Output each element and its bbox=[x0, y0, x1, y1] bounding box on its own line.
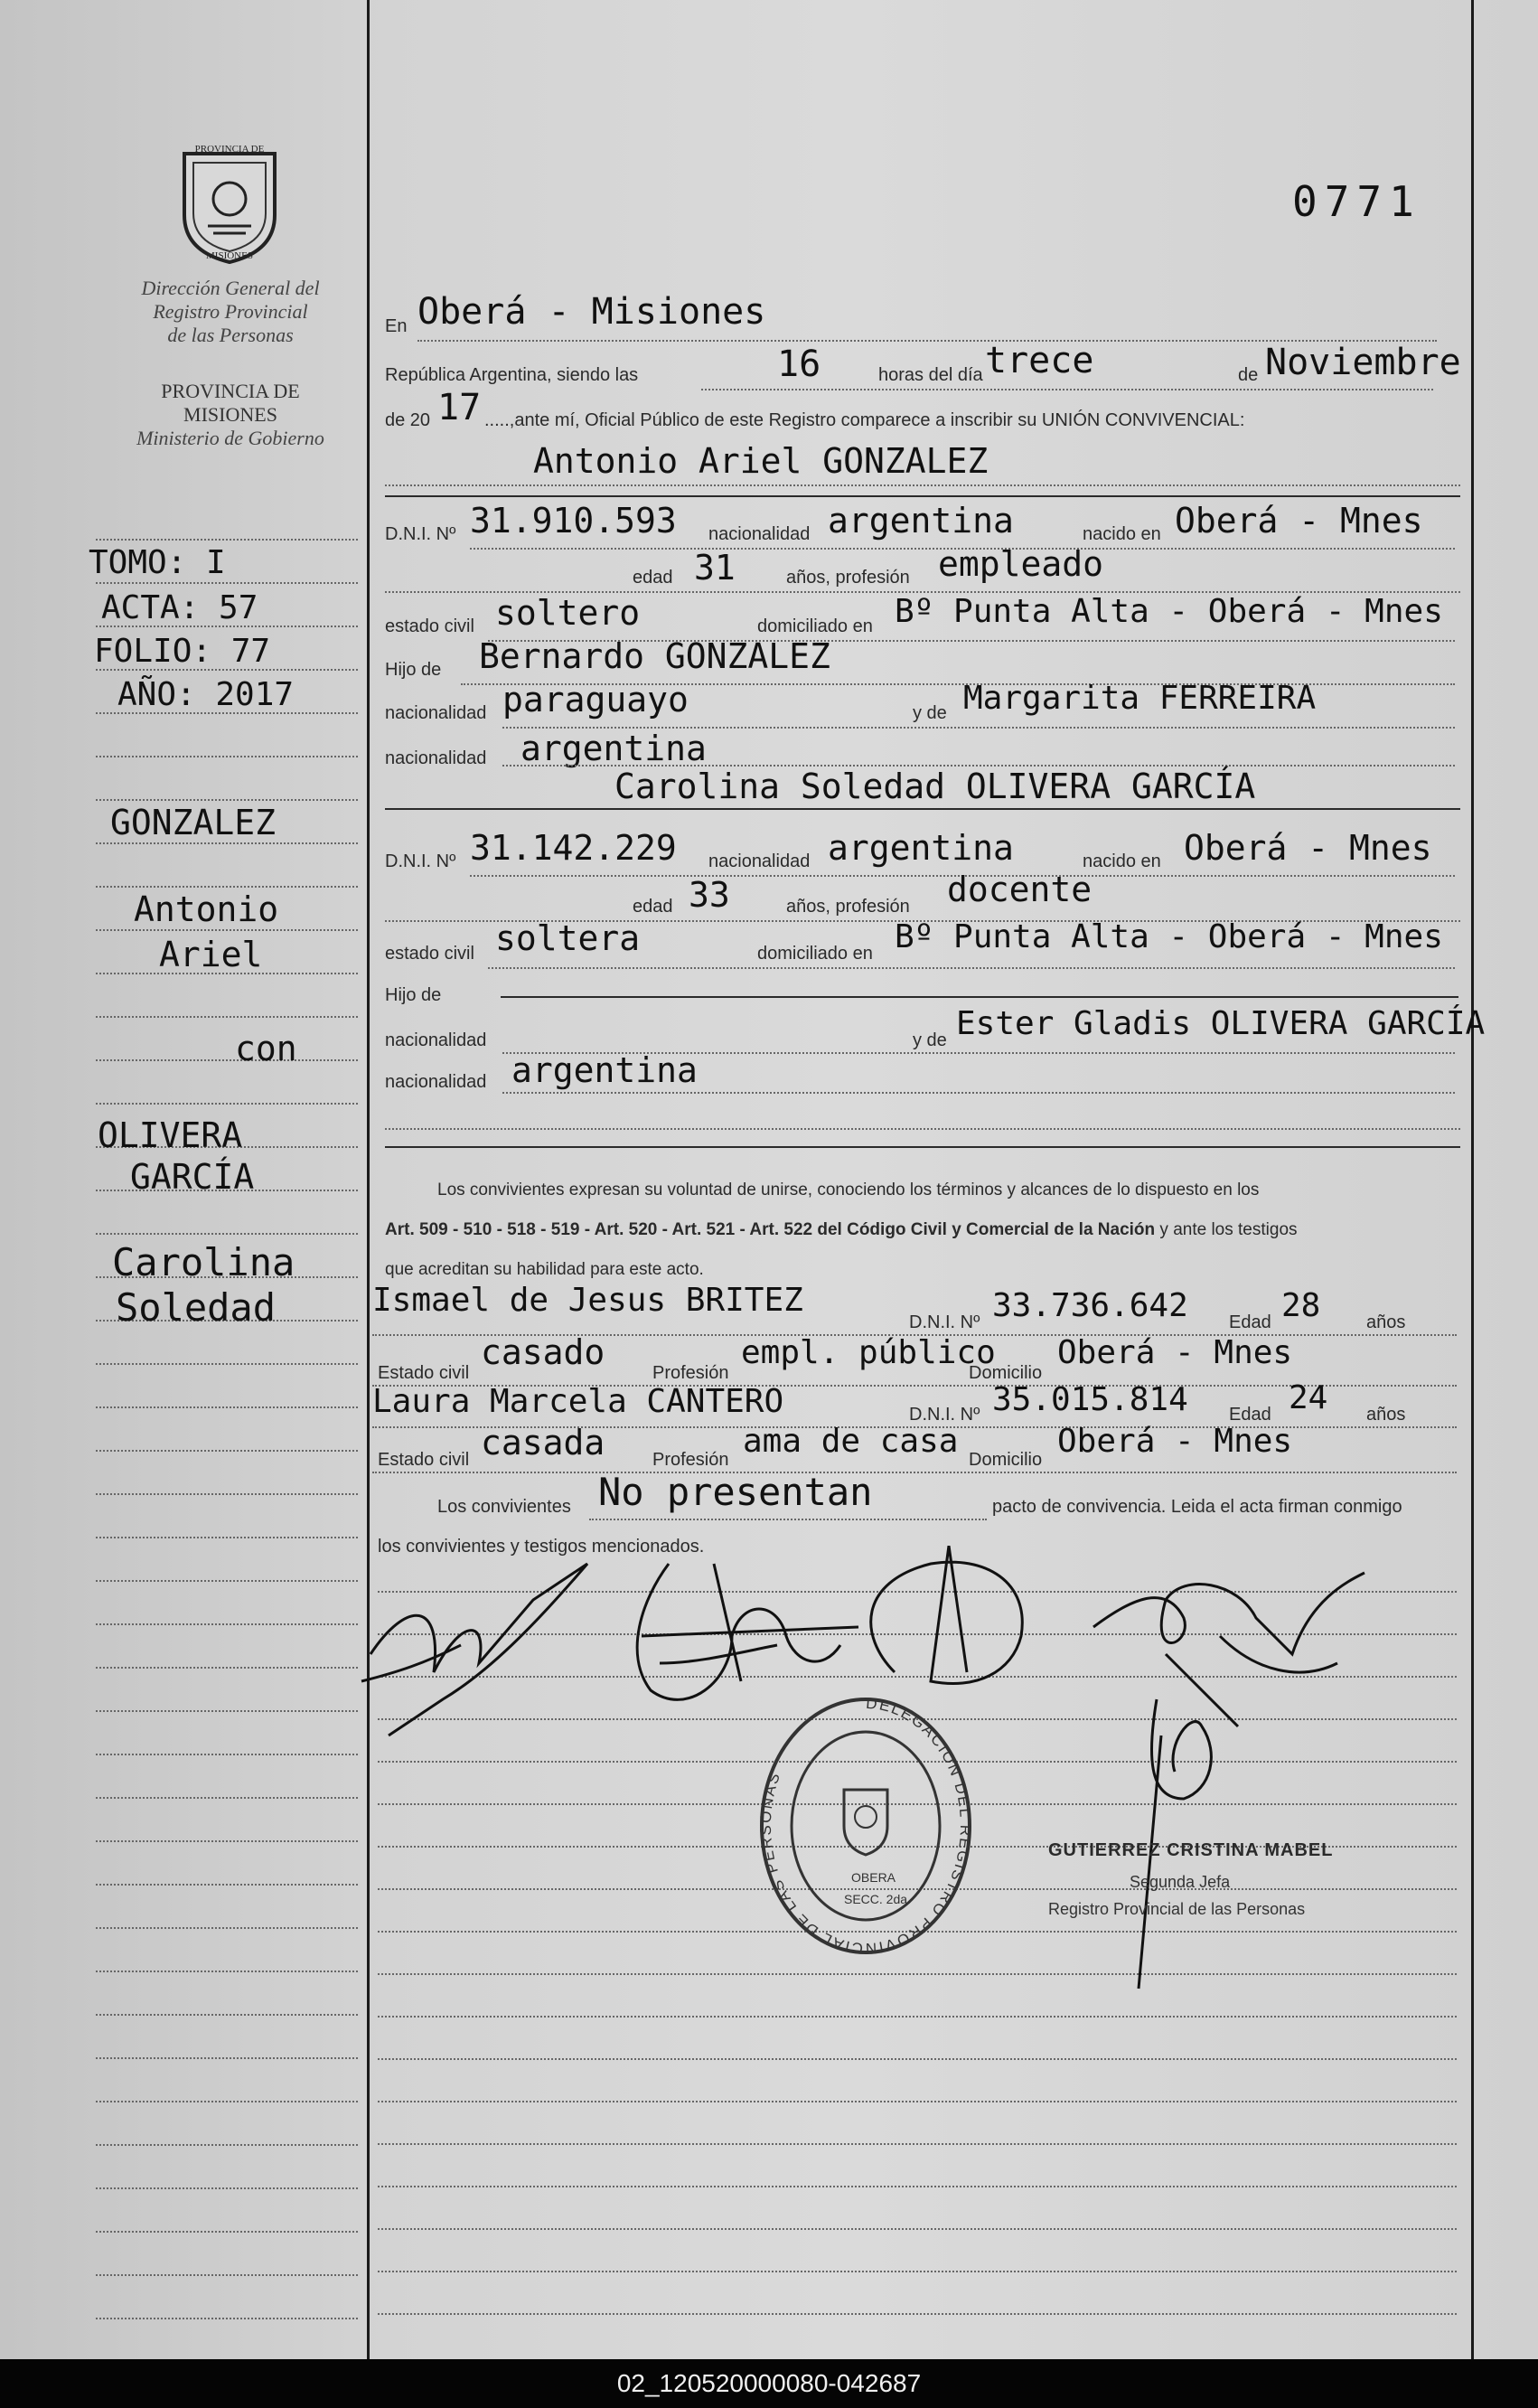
sidebar-rule bbox=[96, 1493, 358, 1495]
label-domiciliado: domiciliado en bbox=[757, 616, 873, 636]
value-p1-dni: 31.910.593 bbox=[470, 501, 677, 541]
value-p2-nacido: Oberá - Mnes bbox=[1184, 828, 1432, 868]
legal-text-1: Los convivientes expresan su voluntad de unirse, conociendo los términos y alcances de lo dispuesto en los bbox=[437, 1180, 1260, 1199]
signature-3 bbox=[871, 1546, 1023, 1684]
label-edad-w: Edad bbox=[1229, 1312, 1271, 1332]
label-anos-w: años bbox=[1366, 1405, 1406, 1425]
value-dia: trece bbox=[985, 340, 1094, 381]
legal-articles: Art. 509 - 510 - 518 - 519 - Art. 520 - Art. 521 - Art. 522 del Código Civil y Comercial de la Nación bbox=[385, 1220, 1156, 1239]
sidebar-rule bbox=[96, 1059, 358, 1061]
sidebar-rule bbox=[96, 2057, 358, 2059]
svg-text:DELEGACION DEL REGISTRO PROVIN bbox=[757, 1695, 974, 1957]
sidebar-rule bbox=[96, 539, 358, 541]
rule bbox=[589, 1519, 987, 1520]
org-line3: de las Personas bbox=[167, 324, 294, 346]
index-given-1a: Antonio bbox=[134, 889, 279, 929]
value-p1-edad: 31 bbox=[694, 548, 736, 588]
ministry: Ministerio de Gobierno bbox=[136, 427, 324, 449]
signature-4 bbox=[1093, 1573, 1365, 1726]
label-domiciliado: domiciliado en bbox=[757, 944, 873, 964]
value-hora: 16 bbox=[777, 343, 821, 385]
value-p2-madre: Ester Gladis OLIVERA GARCÍA bbox=[956, 1005, 1486, 1042]
witness2-domicilio: Oberá - Mnes bbox=[1057, 1423, 1293, 1460]
witness1-edad: 28 bbox=[1281, 1287, 1321, 1324]
label-pacto: pacto de convivencia. Leida el acta firman conmigo bbox=[992, 1497, 1402, 1517]
index-surname-1: GONZALEZ bbox=[110, 803, 277, 842]
signature-1 bbox=[370, 1564, 587, 1735]
folio-number: 0771 bbox=[1292, 177, 1421, 226]
index-given-1b: Ariel bbox=[159, 935, 263, 974]
value-p1-estado: soltero bbox=[495, 593, 641, 633]
main-rule bbox=[378, 2058, 1457, 2060]
sidebar-rule bbox=[96, 886, 358, 888]
rule bbox=[385, 495, 1460, 497]
value-p2-madre-nac: argentina bbox=[511, 1050, 698, 1090]
label-de: de bbox=[1238, 365, 1259, 385]
rule bbox=[488, 967, 1455, 969]
index-surname-2a: OLIVERA bbox=[98, 1115, 243, 1155]
label-edad: edad bbox=[633, 568, 673, 588]
scan-footer: 02_120520000080-042687 bbox=[0, 2359, 1538, 2408]
sidebar-rule bbox=[96, 2101, 358, 2102]
label-y-de: y de bbox=[913, 1030, 947, 1050]
label-edad: edad bbox=[633, 897, 673, 917]
label-dni-w: D.N.I. Nº bbox=[909, 1312, 980, 1332]
witness2-profesion: ama de casa bbox=[743, 1423, 959, 1460]
sidebar-rule bbox=[96, 2187, 358, 2189]
seal-text-top: PROVINCIA DE bbox=[194, 144, 265, 155]
value-lugar: Oberá - Misiones bbox=[417, 291, 766, 333]
sidebar-rule bbox=[96, 1016, 358, 1018]
witness2-nombre: Laura Marcela CANTERO bbox=[372, 1383, 784, 1420]
label-de20: de 20 bbox=[385, 410, 431, 430]
label-edad-w: Edad bbox=[1229, 1405, 1271, 1425]
label-republica: República Argentina, siendo las bbox=[385, 365, 639, 385]
main-rule bbox=[378, 2143, 1457, 2145]
label-domicilio-w: Domicilio bbox=[969, 1450, 1043, 1470]
sidebar-rule bbox=[96, 1623, 358, 1625]
acta: ACTA: 57 bbox=[101, 589, 258, 626]
value-p2-estado: soltera bbox=[495, 918, 641, 958]
province-line2: MISIONES bbox=[183, 403, 277, 426]
witness1-dni: 33.736.642 bbox=[992, 1287, 1188, 1324]
sidebar-rule bbox=[96, 2014, 358, 2016]
province-line1: PROVINCIA DE bbox=[161, 380, 300, 402]
value-p2-dni: 31.142.229 bbox=[470, 828, 677, 868]
value-p2-edad: 33 bbox=[689, 875, 730, 915]
label-estado-civil: estado civil bbox=[385, 616, 474, 636]
seal-text-bottom: MISIONES bbox=[206, 250, 253, 261]
stamp-seal-icon bbox=[844, 1790, 887, 1855]
sidebar-rule bbox=[96, 1710, 358, 1712]
label-nacionalidad: nacionalidad bbox=[708, 851, 811, 871]
main-rule bbox=[378, 2186, 1457, 2187]
rule bbox=[501, 996, 1458, 998]
value-p1-nacido: Oberá - Mnes bbox=[1175, 501, 1423, 541]
value-pacto: No presentan bbox=[598, 1470, 873, 1514]
sidebar-rule bbox=[96, 582, 358, 584]
org-name bbox=[99, 277, 361, 347]
sidebar-rule bbox=[96, 1103, 358, 1105]
label-nacido: nacido en bbox=[1083, 524, 1161, 544]
label-dni: D.N.I. Nº bbox=[385, 524, 456, 544]
label-hijo-de: Hijo de bbox=[385, 660, 442, 680]
sidebar-rule bbox=[96, 799, 358, 801]
rule bbox=[502, 1092, 1455, 1094]
sidebar-rule bbox=[96, 1363, 358, 1365]
stamp-center-1: OBERA bbox=[851, 1870, 896, 1885]
value-mes: Noviembre bbox=[1265, 342, 1461, 383]
stamp-center-2: SECC. 2da. bbox=[844, 1892, 911, 1906]
main-rule bbox=[378, 2313, 1457, 2315]
value-p1-padre-nac: paraguayo bbox=[502, 680, 689, 720]
index-given-2a: Carolina bbox=[112, 1240, 295, 1284]
label-nacido: nacido en bbox=[1083, 851, 1161, 871]
label-y-de: y de bbox=[913, 703, 947, 723]
sidebar-rule bbox=[96, 929, 358, 931]
label-dni: D.N.I. Nº bbox=[385, 851, 456, 871]
signature-2 bbox=[637, 1564, 858, 1699]
org-line1: Dirección General del bbox=[141, 277, 320, 299]
right-rule bbox=[1471, 0, 1474, 2359]
rule bbox=[385, 1146, 1460, 1148]
value-p1-nombre: Antonio Ariel GONZALEZ bbox=[533, 441, 989, 481]
sidebar-rule bbox=[96, 1971, 358, 1972]
sidebar-rule bbox=[96, 1927, 358, 1929]
sidebar-rule bbox=[96, 1797, 358, 1799]
value-p1-madre: Margarita FERREIRA bbox=[963, 680, 1317, 717]
label-hijo-de: Hijo de bbox=[385, 985, 442, 1005]
main-rule bbox=[378, 2271, 1457, 2272]
legal-text-2b: y ante los testigos bbox=[1159, 1220, 1298, 1239]
label-horas: horas del día bbox=[878, 365, 983, 385]
label-nacionalidad: nacionalidad bbox=[385, 1030, 487, 1050]
rule bbox=[385, 484, 1460, 486]
label-nacionalidad: nacionalidad bbox=[385, 1072, 487, 1092]
label-profesion-w: Profesión bbox=[652, 1450, 729, 1470]
index-connector: con bbox=[235, 1029, 297, 1068]
anio: AÑO: 2017 bbox=[117, 676, 295, 713]
sidebar-rule bbox=[96, 756, 358, 757]
province-block bbox=[99, 380, 361, 450]
rule bbox=[701, 389, 1433, 390]
sidebar-rule bbox=[96, 1406, 358, 1408]
rule bbox=[385, 1128, 1460, 1130]
label-nacionalidad: nacionalidad bbox=[385, 748, 487, 768]
sidebar-rule bbox=[96, 1840, 358, 1842]
org-line2: Registro Provincial bbox=[153, 300, 308, 323]
value-p1-domicilio: Bº Punta Alta - Oberá - Mnes bbox=[895, 593, 1443, 630]
sidebar-rule bbox=[96, 2318, 358, 2319]
index-given-2b: Soledad bbox=[116, 1285, 277, 1330]
label-profesion-w: Profesión bbox=[652, 1363, 729, 1383]
value-p1-profesion: empleado bbox=[938, 544, 1104, 584]
label-nacionalidad: nacionalidad bbox=[385, 703, 487, 723]
label-nacionalidad: nacionalidad bbox=[708, 524, 811, 544]
main-rule bbox=[378, 2016, 1457, 2018]
label-ante-mi: .....,ante mí, Oficial Público de este Registro comparece a inscribir su UNIÓN CONVIVENCIAL: bbox=[484, 410, 1245, 430]
index-surname-2b: GARCÍA bbox=[130, 1157, 255, 1197]
stamp-ring-text: DELEGACION DEL REGISTRO PROVINCIAL DE LAS PERSONAS bbox=[757, 1694, 974, 1958]
witness2-edad: 24 bbox=[1289, 1379, 1328, 1416]
value-p1-padre: Bernardo GONZALEZ bbox=[479, 636, 830, 676]
value-p2-nacionalidad: argentina bbox=[828, 828, 1014, 868]
registry-stamp bbox=[757, 1681, 974, 1971]
sidebar-rule bbox=[96, 842, 358, 844]
province-seal-icon bbox=[172, 143, 287, 266]
tomo: TOMO: I bbox=[89, 544, 226, 581]
witness2-dni: 35.015.814 bbox=[992, 1381, 1188, 1418]
sidebar-rule bbox=[96, 2274, 358, 2276]
sidebar-rule bbox=[96, 1233, 358, 1235]
label-anos: años, profesión bbox=[786, 568, 910, 588]
main-rule bbox=[378, 2101, 1457, 2102]
legal-text-2 bbox=[385, 1220, 1298, 1240]
legal-text-3: que acreditan su habilidad para este acto. bbox=[385, 1260, 704, 1279]
label-estado-civil-w: Estado civil bbox=[378, 1363, 470, 1383]
sidebar-rule bbox=[96, 1667, 358, 1669]
witness2-estado: casada bbox=[481, 1423, 605, 1463]
value-p1-madre-nac: argentina bbox=[520, 729, 707, 768]
label-anos: años, profesión bbox=[786, 897, 910, 917]
official-role: Segunda Jefa bbox=[1130, 1873, 1231, 1891]
sidebar-rule bbox=[96, 2144, 358, 2146]
official-office: Registro Provincial de las Personas bbox=[1048, 1900, 1306, 1918]
sidebar-rule bbox=[96, 1884, 358, 1886]
label-en: En bbox=[385, 316, 408, 336]
value-p2-profesion: docente bbox=[947, 870, 1093, 909]
witness1-profesion: empl. público bbox=[741, 1334, 996, 1371]
sidebar-rule bbox=[96, 1537, 358, 1538]
witness1-domicilio: Oberá - Mnes bbox=[1057, 1334, 1293, 1371]
label-estado-civil-w: Estado civil bbox=[378, 1450, 470, 1470]
value-p2-domicilio: Bº Punta Alta - Oberá - Mnes bbox=[895, 918, 1443, 955]
sidebar-rule bbox=[96, 2231, 358, 2233]
official-name: GUTIERREZ CRISTINA MABEL bbox=[1048, 1840, 1334, 1860]
margin-rule bbox=[367, 0, 370, 2359]
value-p1-nacionalidad: argentina bbox=[828, 501, 1014, 541]
label-testigos: los convivientes y testigos mencionados. bbox=[378, 1537, 705, 1557]
rule bbox=[385, 808, 1460, 810]
sidebar-rule bbox=[96, 1754, 358, 1755]
value-anio: 17 bbox=[437, 387, 482, 428]
sidebar-rule bbox=[96, 1580, 358, 1582]
label-los-convivientes: Los convivientes bbox=[437, 1497, 571, 1517]
witness1-estado: casado bbox=[481, 1332, 605, 1372]
main-rule bbox=[378, 2228, 1457, 2230]
sidebar-rule bbox=[96, 1450, 358, 1452]
label-estado-civil: estado civil bbox=[385, 944, 474, 964]
folio: FOLIO: 77 bbox=[94, 633, 271, 670]
value-p2-nombre: Carolina Soledad OLIVERA GARCÍA bbox=[614, 767, 1256, 806]
label-anos-w: años bbox=[1366, 1312, 1406, 1332]
witness1-nombre: Ismael de Jesus BRITEZ bbox=[372, 1282, 803, 1319]
label-domicilio-w: Domicilio bbox=[969, 1363, 1043, 1383]
label-dni-w: D.N.I. Nº bbox=[909, 1405, 980, 1425]
rule bbox=[372, 1472, 1457, 1473]
